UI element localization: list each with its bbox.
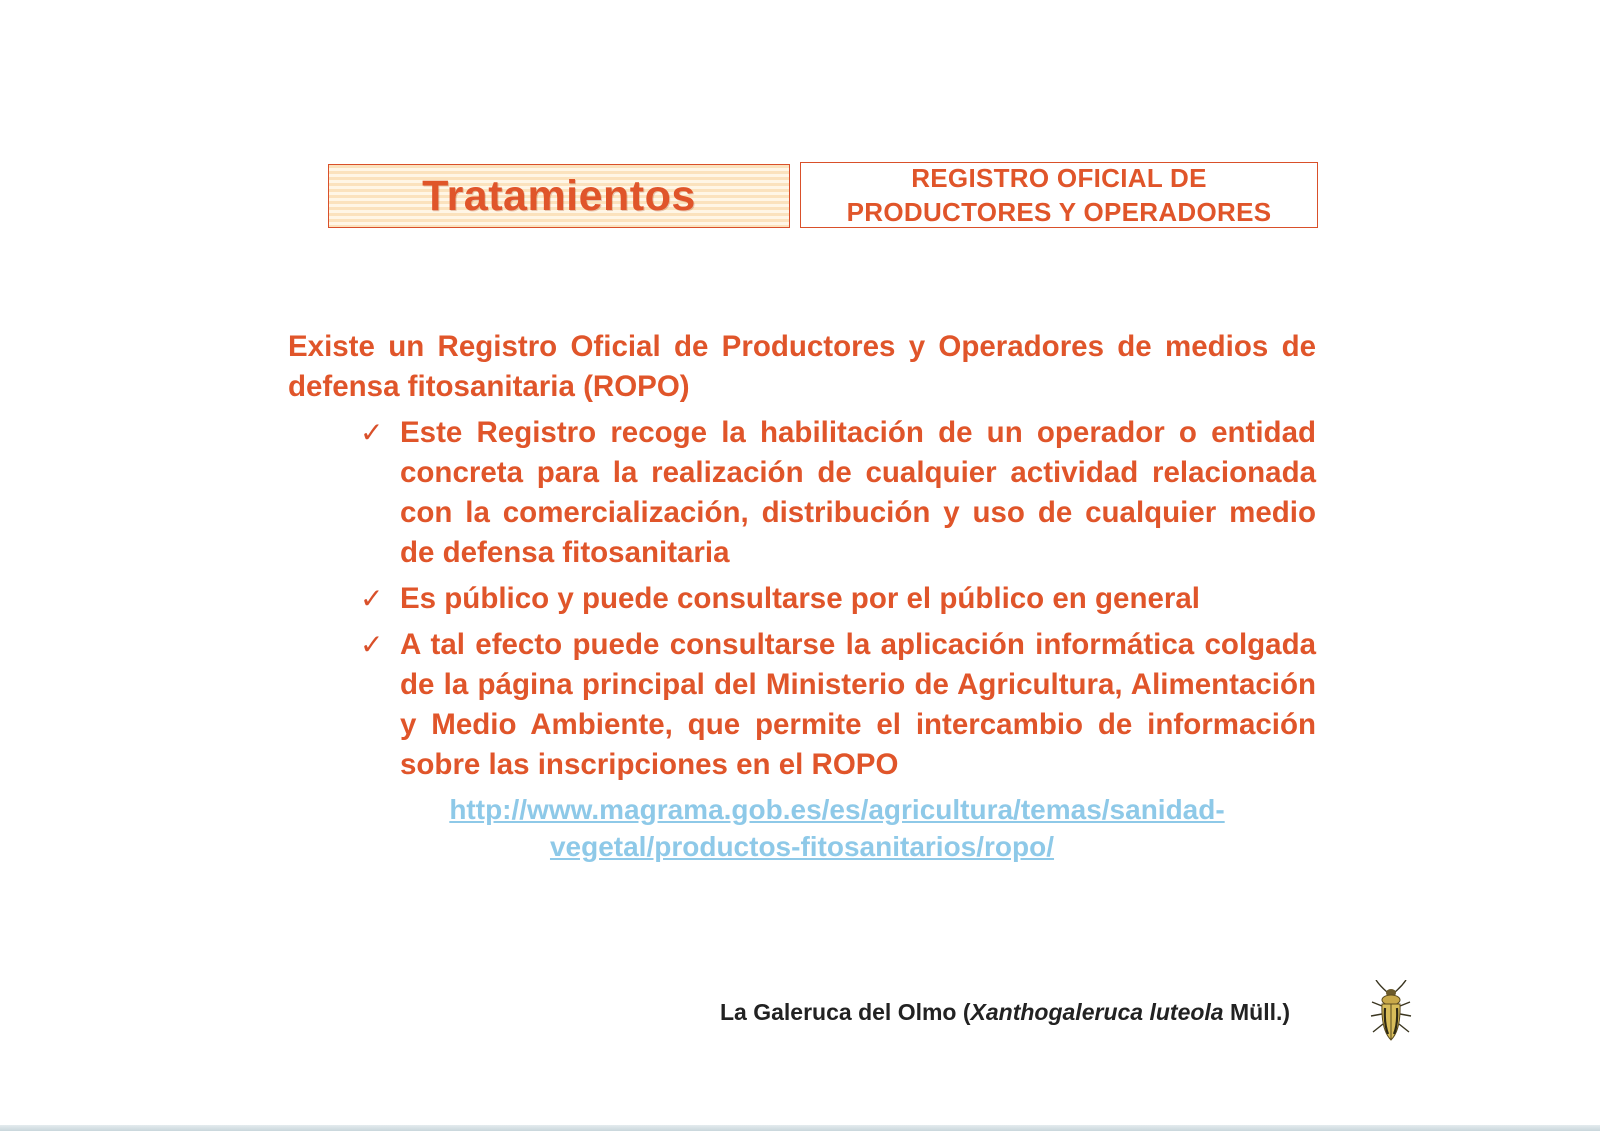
checkmark-icon: ✓ <box>360 629 384 660</box>
ropo-link-line-2[interactable]: vegetal/productos-fitosanitarios/ropo/ <box>549 831 1055 862</box>
bullet-item-application <box>288 625 1316 785</box>
registry-heading-line-1: REGISTRO OFICIAL DE <box>911 163 1207 193</box>
elm-leaf-beetle-icon <box>1368 980 1414 1044</box>
registry-heading-line-2: PRODUCTORES Y OPERADORES <box>846 197 1272 227</box>
main-content <box>288 327 1316 865</box>
bullet-item-registry <box>288 413 1316 573</box>
caption-species: Xanthogaleruca luteola <box>970 999 1224 1025</box>
bullet-text: Este Registro recoge la habilitación de un operador o entidad concreta para la realización de cualquier actividad relacionada con la comercialización, distribución y uso de cualquier medio de defensa fitosanitaria <box>400 416 1316 569</box>
caption-suffix: Müll.) <box>1223 999 1291 1025</box>
bullet-text: A tal efecto puede consultarse la aplicación informática colgada de la página principal del Ministerio de Agricultura, Alimentación y Medio Ambiente, que permite el intercambio de información sobre las inscripciones en el ROPO <box>400 628 1316 781</box>
caption-prefix: La Galeruca del Olmo ( <box>720 999 971 1025</box>
ropo-link-line-1[interactable]: http://www.magrama.gob.es/es/agricultura/temas/sanidad- <box>449 794 1225 825</box>
bullet-list <box>288 413 1316 785</box>
page-title: Tratamientos <box>422 171 696 220</box>
intro-paragraph: Existe un Registro Oficial de Productores y Operadores de medios de defensa fitosanitaria (ROPO) <box>288 330 1316 403</box>
bullet-item-public <box>288 579 1316 619</box>
registry-heading-box <box>800 162 1318 228</box>
page-bottom-edge <box>0 1125 1600 1131</box>
title-box <box>328 164 790 228</box>
footer-caption <box>720 999 1290 1026</box>
checkmark-icon: ✓ <box>360 417 384 448</box>
ropo-link[interactable] <box>288 791 1316 865</box>
bullet-text: Es público y puede consultarse por el público en general <box>400 582 1200 615</box>
checkmark-icon: ✓ <box>360 583 384 614</box>
